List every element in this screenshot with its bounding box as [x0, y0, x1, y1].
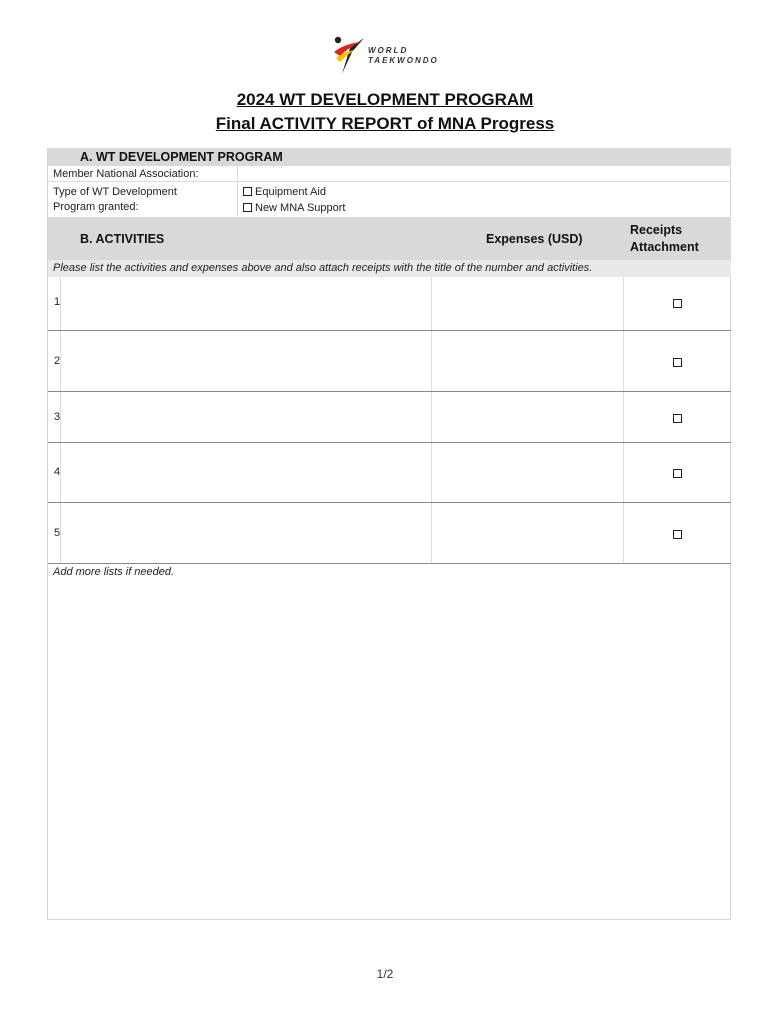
receipt-checkbox[interactable] [673, 414, 682, 423]
add-more-note: Add more lists if needed. [53, 566, 175, 578]
receipt-checkbox[interactable] [673, 299, 682, 308]
expenses-header: Expenses (USD) [486, 232, 583, 246]
receipt-checkbox[interactable] [673, 530, 682, 539]
world-taekwondo-logo [330, 34, 440, 78]
column-divider [431, 277, 432, 563]
table-row-number: 3 [54, 411, 61, 423]
program-type-label-1: Type of WT Development [53, 186, 177, 198]
mna-label: Member National Association: [53, 168, 199, 180]
row-divider [48, 563, 731, 564]
section-b-title: B. ACTIVITIES [80, 232, 165, 246]
row-divider [48, 391, 731, 392]
column-divider [623, 277, 624, 563]
option-equipment-aid[interactable] [243, 186, 326, 198]
page-number: 1/2 [376, 967, 394, 981]
section-b-header [48, 217, 731, 260]
row-divider [48, 442, 731, 443]
receipts-header-line2: Attachment [630, 240, 699, 254]
receipt-checkbox[interactable] [673, 469, 682, 478]
section-a-header [48, 148, 731, 166]
option-label: New MNA Support [255, 202, 346, 214]
table-row-number: 5 [54, 527, 61, 539]
section-a-title: A. WT DEVELOPMENT PROGRAM [80, 150, 283, 164]
divider [237, 166, 238, 217]
document-title: 2024 WT DEVELOPMENT PROGRAM [236, 90, 534, 109]
mna-input[interactable] [240, 166, 730, 181]
receipts-header [630, 222, 699, 256]
taekwondo-kicker-icon [330, 34, 370, 78]
receipt-checkbox[interactable] [673, 358, 682, 367]
table-row-number: 2 [54, 355, 61, 367]
column-divider [60, 277, 61, 563]
instruction-bar [48, 260, 731, 277]
program-type-label-2: Program granted: [53, 201, 139, 213]
table-row-number: 1 [54, 296, 61, 308]
divider [48, 181, 731, 182]
table-row-number: 4 [54, 466, 61, 478]
row-divider [48, 502, 731, 503]
document-subtitle: Final ACTIVITY REPORT of MNA Progress [215, 114, 555, 133]
instruction-text: Please list the activities and expenses above and also attach receipts with the title of the number and activities. [53, 262, 593, 274]
logo-text: WORLD TAEKWONDO [368, 46, 439, 65]
option-label: Equipment Aid [255, 186, 326, 198]
checkbox-equipment-aid[interactable] [243, 187, 252, 196]
receipts-header-line1: Receipts [630, 223, 683, 237]
checkbox-new-mna-support[interactable] [243, 203, 252, 212]
option-new-mna-support[interactable] [243, 202, 345, 214]
row-divider [48, 330, 731, 331]
